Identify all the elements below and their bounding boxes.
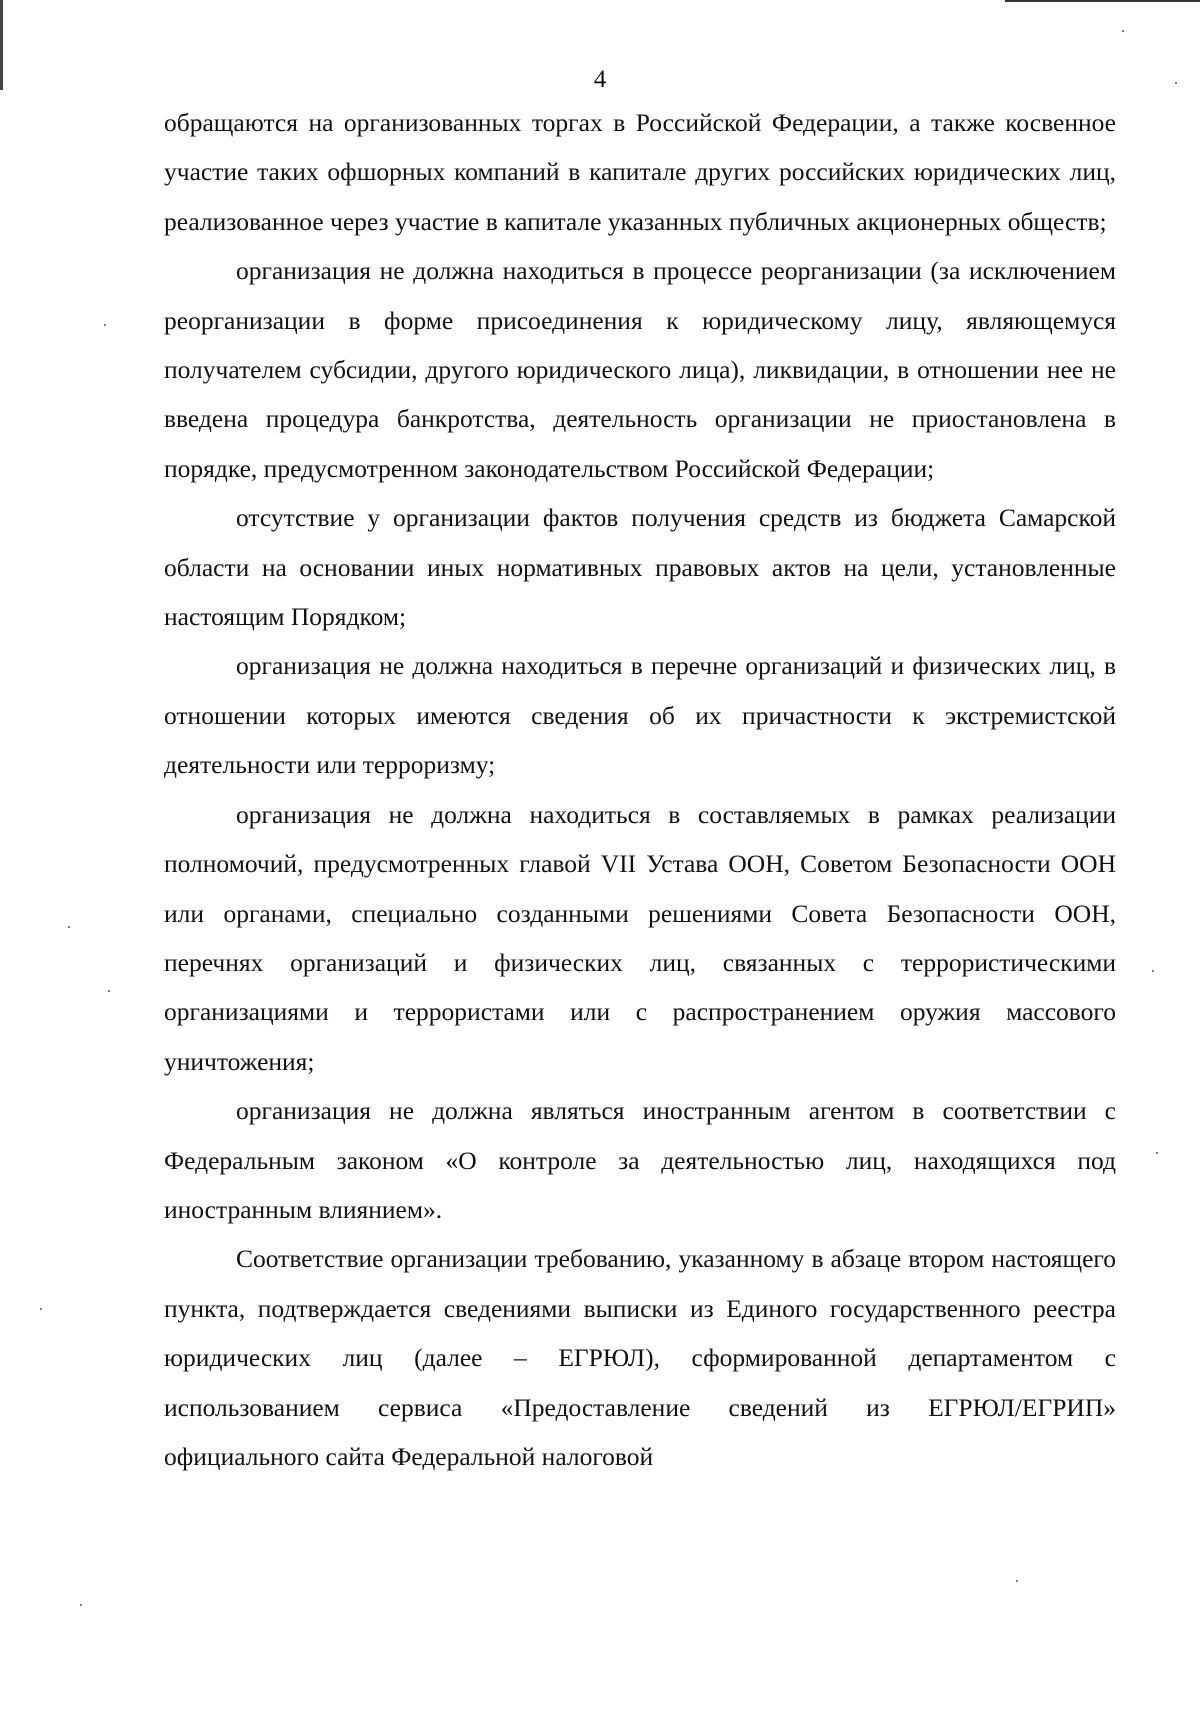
paragraph-un-lists: организация не должна находиться в составляемых в рамках реализации полномочий, предусмотренных главой VII Устава ООН, Советом Безопасности ООН или органами, специально созданными решениями Совета Безопасности ООН, перечнях организаций и физических лиц, связанных с террористическими организациями и террористами или с распространением оружия массового уничтожения;	[164, 799, 1116, 1076]
paragraph-budget-funds: отсутствие у организации фактов получения средств из бюджета Самарской области на основании иных нормативных правовых актов на цели, установленные настоящим Порядком;	[164, 503, 1116, 632]
paragraph-extremism-list: организация не должна находиться в перечне организаций и физических лиц, в отношении которых имеются сведения об их причастности к экстремистской деятельности или терроризму;	[164, 651, 1116, 780]
paragraph-continuation: обращаются на организованных торгах в Российской Федерации, а также косвенное участие таких офшорных компаний в капитале других российских юридических лиц, реализованное через участие в капитале указанных публичных акционерных обществ;	[164, 108, 1116, 236]
scan-speck	[1175, 82, 1177, 84]
scan-edge-top	[1005, 0, 1200, 2]
paragraph-reorganization: организация не должна находиться в процессе реорганизации (за исключением реорганизации в форме присоединения к юридическому лицу, являющемуся получателем субсидии, другого юридического лица), ликвидации, в отношении нее не введена процедура банкротства, деятельность организации не приостановлена в порядке, предусмотренном законодательством Российской Федерации;	[164, 256, 1116, 483]
scan-speck	[68, 926, 70, 928]
scan-speck	[1156, 1152, 1158, 1154]
scan-speck	[104, 324, 106, 326]
document-body	[164, 98, 1116, 1481]
scan-speck	[80, 1604, 82, 1606]
paragraph-egrul-verification: Соответствие организации требованию, указанному в абзаце втором настоящего пункта, подтверждается сведениями выписки из Единого государственного реестра юридических лиц (далее – ЕГРЮЛ), сформированной департаментом с использованием сервиса «Предоставление сведений из ЕГРЮЛ/ЕГРИП» официального сайта Федеральной налоговой	[164, 1244, 1116, 1471]
scan-speck	[108, 990, 110, 992]
paragraph-foreign-agent: организация не должна являться иностранным агентом в соответствии с Федеральным законом «О контроле за деятельностью лиц, находящихся под иностранным влиянием».	[164, 1096, 1116, 1224]
page-number: 4	[593, 66, 607, 93]
scan-speck	[40, 1308, 42, 1310]
scan-speck	[1016, 1580, 1018, 1582]
scan-speck	[1122, 30, 1124, 32]
scan-speck	[1152, 970, 1154, 972]
